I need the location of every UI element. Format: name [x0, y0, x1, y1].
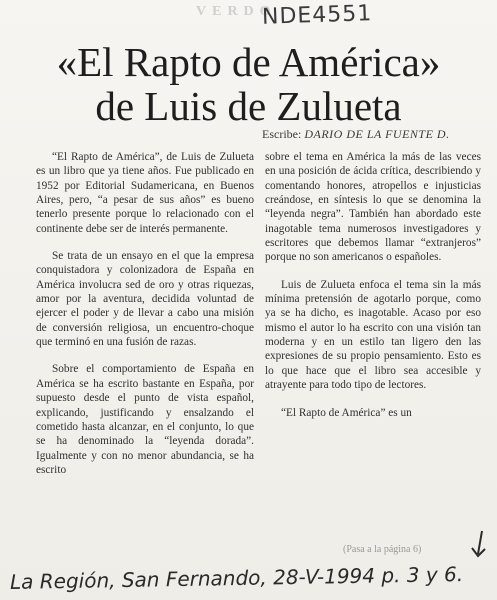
- right-column: [265, 150, 481, 433]
- continues-note: (Pasa a la página 6): [343, 544, 422, 555]
- archive-code-handwritten: NDE4551: [261, 1, 373, 30]
- paragraph: Se trata de un ensayo en el que la empresa conquistadora y colonizadora de España en América involucra sed de oro y otras riquezas, amor por la aventura, decidida voluntad de ejercer el poder y de llevar a cabo una misión de conversión religiosa, un encuentro-choque que terminó en una fusión de razas.: [36, 250, 254, 349]
- headline-line-2: de Luis de Zulueta: [95, 83, 402, 129]
- headline-line-1: «El Rapto de América»: [56, 39, 441, 85]
- handwritten-source-note: La Región, San Fernando, 28-V-1994 p. 3 y 6.: [9, 562, 464, 594]
- paragraph: sobre el tema en América la más de las veces en una posición de ácida crítica, describiendo y comentando honores, atropellos e injusticias creándose, en síntesis lo que se denomina la “leyenda negra”. También han abordado este inagotable tema numerosos investigadores y escritores que debemos llamar “extranjeros” porque no son americanos o españoles.: [265, 151, 481, 264]
- byline: [262, 127, 450, 142]
- paragraph: Sobre el comportamiento de España en América se ha escrito bastante en España, por supuesto desde el punto de vista español, explicando, justificando y ensalzando el cometido hasta alcanzar, en el conjunto, lo que se ha denominado la “leyenda dorada”. Igualmente y con no menor abundancia, se ha escrito: [36, 363, 254, 476]
- paragraph: “El Rapto de América”, de Luis de Zulueta es un libro que ya tiene años. Fue publicado en 1952 por Editorial Sudamericana, en Buenos Aires, pero, “a pesar de sus años” es bueno tenerlo presente porque lo relacionado con el continente debe ser de interés permanente.: [36, 151, 254, 235]
- byline-label: Escribe:: [262, 127, 302, 141]
- byline-author: DARIO DE LA FUENTE D.: [304, 127, 450, 141]
- paragraph: “El Rapto de América” es un: [281, 406, 412, 419]
- handwritten-arrow-icon: [470, 530, 488, 558]
- faded-header-text: VERDO: [196, 4, 277, 19]
- paragraph: Luis de Zulueta enfoca el tema sin la más mínima pretensión de agotarlo porque, como ya se ha dicho, es inagotable. Acaso por eso mismo el autor lo ha escrito con una visión tan moderna y en un estilo tan ligero den las expresiones de su propio pensamiento. Esto es lo que hace que el libro sea accesible y atrayente para todo tipo de lectores.: [265, 278, 481, 392]
- left-column: [36, 150, 254, 490]
